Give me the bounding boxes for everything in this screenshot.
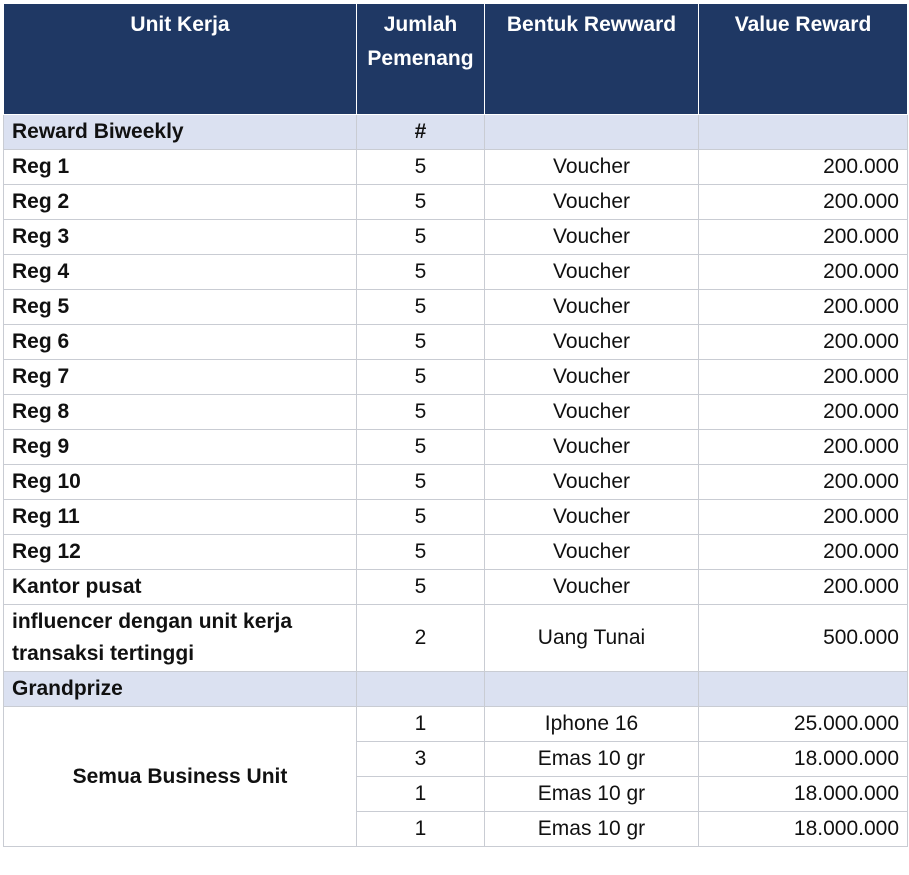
count-cell: 5: [357, 150, 485, 185]
section-empty-cell: [699, 672, 908, 707]
form-cell: Voucher: [485, 500, 699, 535]
value-cell: 200.000: [699, 570, 908, 605]
form-cell: Emas 10 gr: [485, 777, 699, 812]
value-cell: 200.000: [699, 220, 908, 255]
count-cell: 5: [357, 395, 485, 430]
unit-cell: Reg 10: [4, 465, 357, 500]
count-cell: 5: [357, 570, 485, 605]
unit-cell: Reg 4: [4, 255, 357, 290]
form-cell: Voucher: [485, 255, 699, 290]
unit-cell: Kantor pusat: [4, 570, 357, 605]
header-row: [4, 4, 908, 115]
unit-cell: Reg 7: [4, 360, 357, 395]
value-cell: 200.000: [699, 535, 908, 570]
value-cell: 200.000: [699, 185, 908, 220]
table-row: [4, 255, 908, 290]
unit-cell: Reg 1: [4, 150, 357, 185]
form-cell: Voucher: [485, 150, 699, 185]
value-cell: 18.000.000: [699, 777, 908, 812]
value-cell: 200.000: [699, 290, 908, 325]
unit-cell: Reg 3: [4, 220, 357, 255]
form-cell: Voucher: [485, 430, 699, 465]
header-jumlah-pemenang: Jumlah Pemenang: [357, 4, 485, 115]
value-cell: 200.000: [699, 430, 908, 465]
header-unit-kerja: Unit Kerja: [4, 4, 357, 115]
section-empty-cell: [699, 115, 908, 150]
table-row: [4, 465, 908, 500]
form-cell: Voucher: [485, 395, 699, 430]
value-cell: 200.000: [699, 395, 908, 430]
table-row: [4, 605, 908, 672]
table-row: [4, 360, 908, 395]
table-row: [4, 535, 908, 570]
table-row: [4, 325, 908, 360]
form-cell: Emas 10 gr: [485, 812, 699, 847]
unit-cell: Reg 11: [4, 500, 357, 535]
count-cell: 5: [357, 290, 485, 325]
unit-cell: Reg 5: [4, 290, 357, 325]
unit-cell: Reg 6: [4, 325, 357, 360]
value-cell: 18.000.000: [699, 742, 908, 777]
value-cell: 200.000: [699, 500, 908, 535]
section-empty-cell: [485, 115, 699, 150]
table-row: [4, 570, 908, 605]
form-cell: Voucher: [485, 360, 699, 395]
form-cell: Voucher: [485, 325, 699, 360]
count-symbol: #: [357, 115, 485, 150]
value-cell: 200.000: [699, 465, 908, 500]
value-cell: 25.000.000: [699, 707, 908, 742]
unit-cell: Reg 12: [4, 535, 357, 570]
section-row-grandprize: [4, 672, 908, 707]
count-cell: 5: [357, 465, 485, 500]
table-row: [4, 290, 908, 325]
unit-cell: influencer dengan unit kerja transaksi tertinggi: [4, 605, 357, 672]
count-cell: 5: [357, 360, 485, 395]
table-row: [4, 150, 908, 185]
form-cell: Voucher: [485, 535, 699, 570]
value-cell: 200.000: [699, 360, 908, 395]
value-cell: 200.000: [699, 255, 908, 290]
value-cell: 18.000.000: [699, 812, 908, 847]
count-cell: 2: [357, 605, 485, 672]
table-row: [4, 185, 908, 220]
form-cell: Voucher: [485, 220, 699, 255]
count-cell: 5: [357, 185, 485, 220]
section-empty-cell: [357, 672, 485, 707]
reward-table: [3, 3, 908, 847]
count-cell: 1: [357, 707, 485, 742]
count-cell: 5: [357, 430, 485, 465]
section-title: Grandprize: [4, 672, 357, 707]
form-cell: Voucher: [485, 290, 699, 325]
section-title: Reward Biweekly: [4, 115, 357, 150]
header-value-reward: Value Reward: [699, 4, 908, 115]
section-row-biweekly: [4, 115, 908, 150]
unit-cell: Reg 9: [4, 430, 357, 465]
unit-cell: Reg 8: [4, 395, 357, 430]
count-cell: 5: [357, 220, 485, 255]
count-cell: 5: [357, 535, 485, 570]
table-row: [4, 220, 908, 255]
header-bentuk-reward: Bentuk Rewward: [485, 4, 699, 115]
form-cell: Voucher: [485, 465, 699, 500]
section-empty-cell: [485, 672, 699, 707]
table-row: [4, 430, 908, 465]
form-cell: Emas 10 gr: [485, 742, 699, 777]
count-cell: 1: [357, 812, 485, 847]
form-cell: Voucher: [485, 570, 699, 605]
count-cell: 5: [357, 255, 485, 290]
value-cell: 200.000: [699, 325, 908, 360]
form-cell: Iphone 16: [485, 707, 699, 742]
count-cell: 5: [357, 325, 485, 360]
value-cell: 500.000: [699, 605, 908, 672]
count-cell: 3: [357, 742, 485, 777]
table-row: [4, 395, 908, 430]
count-cell: 5: [357, 500, 485, 535]
unit-cell: Reg 2: [4, 185, 357, 220]
form-cell: Voucher: [485, 185, 699, 220]
merged-unit-cell: Semua Business Unit: [4, 707, 357, 847]
table-row: [4, 500, 908, 535]
value-cell: 200.000: [699, 150, 908, 185]
table-row: [4, 707, 908, 742]
count-cell: 1: [357, 777, 485, 812]
form-cell: Uang Tunai: [485, 605, 699, 672]
